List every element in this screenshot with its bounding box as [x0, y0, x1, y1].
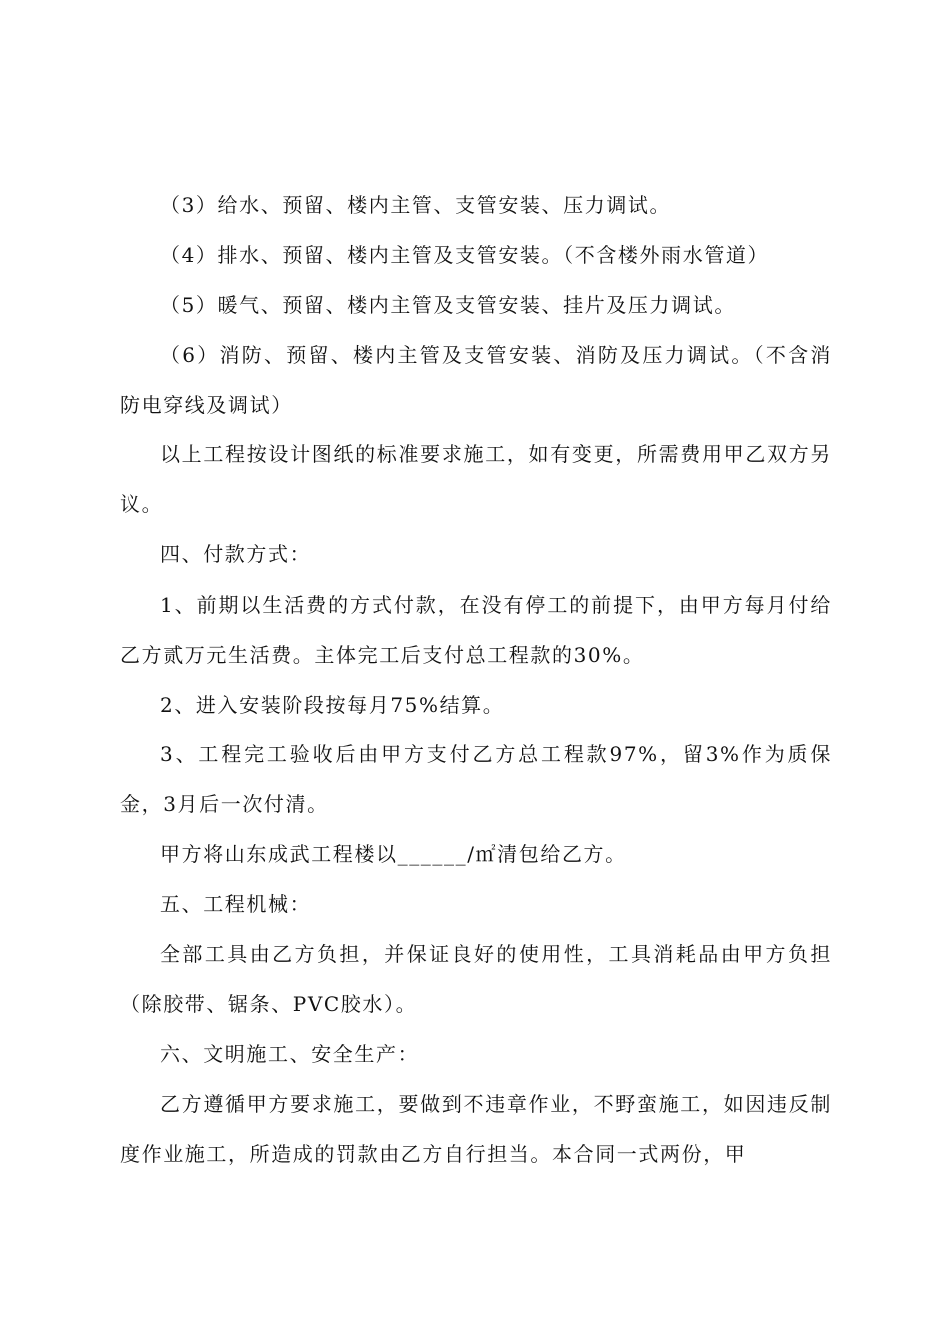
paragraph-payment-3: 3、工程完工验收后由甲方支付乙方总工程款97%，留3%作为质保金，3月后一次付清。: [120, 742, 832, 816]
paragraph-contract-price: 甲方将山东成武工程楼以______/㎡清包给乙方。: [160, 842, 627, 866]
paragraph-payment-1: 1、前期以生活费的方式付款，在没有停工的前提下，由甲方每月付给乙方贰万元生活费。主体完工后支付总工程款的30%。: [120, 593, 832, 667]
paragraph-water-supply: （3）给水、预留、楼内主管、支管安装、压力调试。: [160, 193, 672, 217]
paragraph-fire-protection: （6）消防、预留、楼内主管及支管安装、消防及压力调试。（不含消防电穿线及调试）: [120, 343, 832, 417]
paragraph-tools: 全部工具由乙方负担，并保证良好的使用性，工具消耗品由甲方负担（除胶带、锯条、PVC胶水）。: [120, 942, 832, 1016]
section-heading-machinery: 五、工程机械：: [160, 892, 312, 916]
paragraph-heating: （5）暖气、预留、楼内主管及支管安装、挂片及压力调试。: [160, 293, 736, 317]
paragraph-safety-rules: 乙方遵循甲方要求施工，要做到不违章作业，不野蛮施工，如因违反制度作业施工，所造成的罚款由乙方自行担当。本合同一式两份，甲: [120, 1092, 832, 1166]
section-heading-payment: 四、付款方式：: [160, 542, 312, 566]
section-heading-safety: 六、文明施工、安全生产：: [160, 1042, 420, 1066]
paragraph-payment-2: 2、进入安装阶段按每月75%结算。: [160, 693, 505, 717]
paragraph-design-standard: 以上工程按设计图纸的标准要求施工，如有变更，所需费用甲乙双方另议。: [120, 442, 832, 516]
paragraph-drainage: （4）排水、预留、楼内主管及支管安装。（不含楼外雨水管道）: [160, 243, 770, 267]
